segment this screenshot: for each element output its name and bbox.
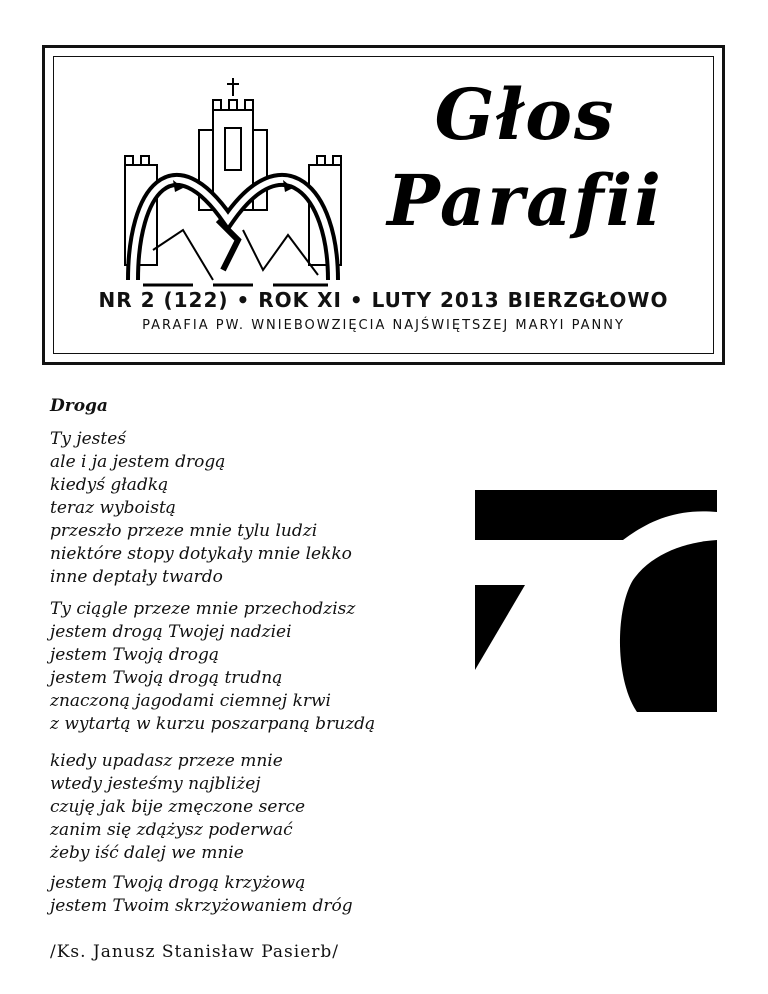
poem-line: jestem Twoim skrzyżowaniem dróg (50, 896, 353, 916)
poem-line: wtedy jesteśmy najbliżej (50, 774, 261, 794)
parish-line: PARAFIA PW. WNIEBOWZIĘCIA NAJŚWIĘTSZEJ MARYI PANNY (142, 318, 625, 333)
poem-title: Droga (50, 396, 108, 416)
poem-line: kiedy upadasz przeze mnie (50, 751, 283, 771)
title-line-1: Głos (434, 73, 616, 156)
poem-line: inne deptały twardo (50, 567, 223, 587)
poem-stanza-3 (50, 750, 305, 865)
issue-line: NR 2 (122) • ROK XI • LUTY 2013 BIERZGŁOWO (98, 288, 669, 312)
poem-author: /Ks. Janusz Stanisław Pasierb/ (50, 942, 339, 962)
poem-line: jestem drogą Twojej nadziei (50, 622, 292, 642)
poem-line: czuję jak bije zmęczone serce (50, 797, 306, 817)
poem-line: Ty jesteś (50, 429, 127, 449)
abstract-cross-graphic-icon (475, 490, 717, 712)
poem-line: kiedyś gładką (50, 475, 169, 495)
poem-stanza-2 (50, 598, 375, 736)
poem-stanza-4 (50, 872, 353, 918)
poem-line: Ty ciągle przeze mnie przechodzisz (50, 599, 356, 619)
poem-line: ale i ja jestem drogą (50, 452, 226, 472)
church-logo-icon (113, 70, 353, 310)
poem-line: niektóre stopy dotykały mnie lekko (50, 544, 352, 564)
poem-line: jestem Twoją drogą trudną (50, 668, 283, 688)
poem-stanza-1 (50, 428, 352, 589)
poem-line: jestem Twoją drogą (50, 645, 220, 665)
poem-line: jestem Twoją drogą krzyżową (50, 873, 306, 893)
title-line-2: Parafii (387, 159, 663, 242)
poem-line: znaczoną jagodami ciemnej krwi (50, 691, 331, 711)
poem-line: z wytartą w kurzu poszarpaną bruzdą (50, 714, 376, 734)
poem-line: przeszło przeze mnie tylu ludzi (50, 521, 318, 541)
poem-line: żeby iść dalej we mnie (50, 843, 244, 863)
newsletter-title (375, 72, 675, 244)
poem-line: teraz wyboistą (50, 498, 176, 518)
masthead (42, 45, 725, 365)
poem-line: zanim się zdążysz poderwać (50, 820, 293, 840)
